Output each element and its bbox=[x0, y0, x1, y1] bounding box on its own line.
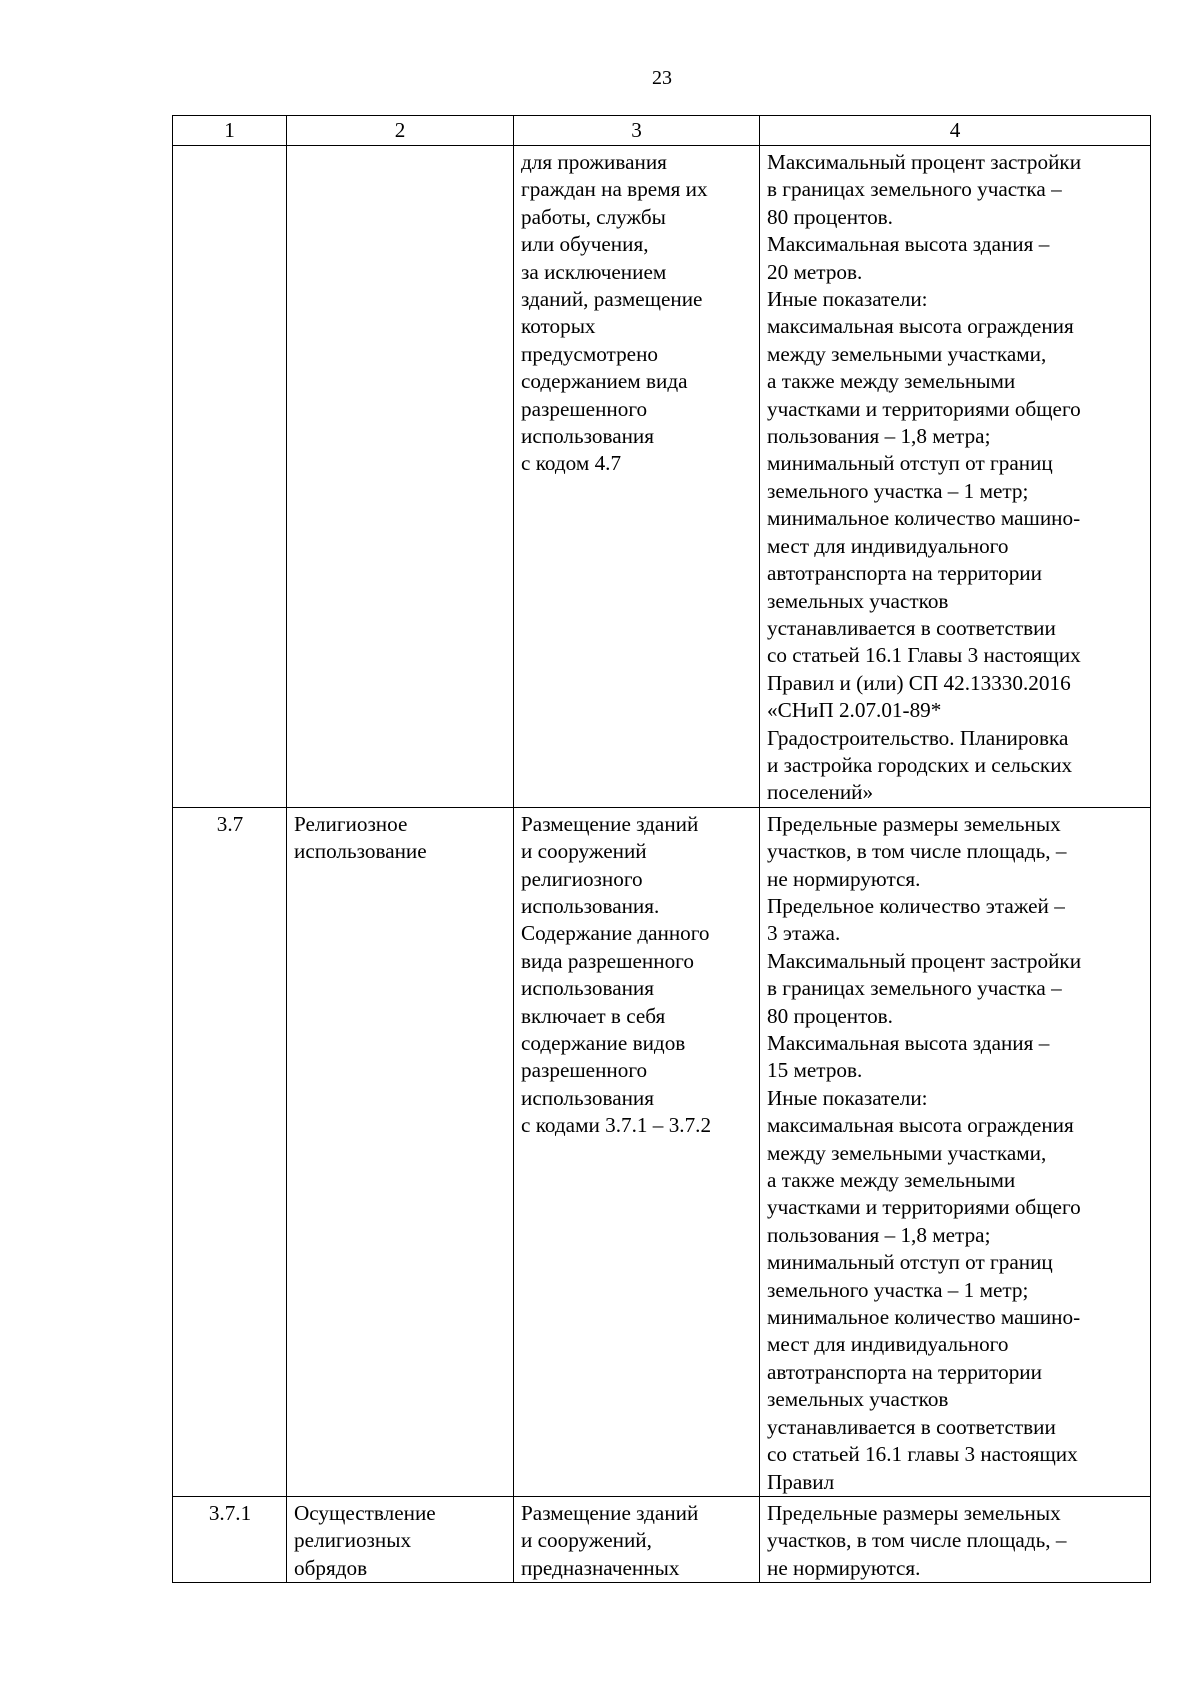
table-row bbox=[173, 807, 1151, 1496]
text-line: за исключением bbox=[521, 259, 667, 284]
text-line: использования. bbox=[521, 893, 660, 918]
text-line: граждан на время их bbox=[521, 177, 708, 202]
text-line: Иные показатели: bbox=[767, 287, 928, 312]
text-line: между земельными участками, bbox=[767, 341, 1047, 366]
text-line: обрядов bbox=[294, 1555, 368, 1580]
text-line: для проживания bbox=[521, 150, 667, 174]
text-line: «СНиП 2.07.01-89* bbox=[767, 698, 942, 723]
text-line: мест для индивидуального bbox=[767, 533, 1009, 558]
text-line: 3 этажа. bbox=[767, 921, 841, 946]
header-cell-2: 2 bbox=[287, 116, 514, 146]
text-line: работы, службы bbox=[521, 204, 666, 229]
text-line: минимальное количество машино- bbox=[767, 506, 1081, 531]
text-line: 80 процентов. bbox=[767, 1003, 893, 1028]
text-line: разрешенного bbox=[521, 396, 648, 421]
text-line: мест для индивидуального bbox=[767, 1332, 1009, 1357]
text-line: автотранспорта на территории bbox=[767, 561, 1042, 586]
text-line: религиозных bbox=[294, 1528, 412, 1553]
text-line: 15 метров. bbox=[767, 1058, 863, 1083]
text-line: максимальная высота ограждения bbox=[767, 1113, 1074, 1138]
text-line: 80 процентов. bbox=[767, 204, 893, 229]
text-line: Предельные размеры земельных bbox=[767, 1500, 1061, 1525]
table-row bbox=[173, 1496, 1151, 1582]
text-line: а также между земельными bbox=[767, 369, 1016, 394]
text-line: Максимальный процент застройки bbox=[767, 948, 1082, 973]
text-line: земельных участков bbox=[767, 1387, 949, 1412]
page-number: 23 bbox=[652, 67, 672, 89]
text-line: или обучения, bbox=[521, 232, 649, 257]
text-line: предназначенных bbox=[521, 1555, 680, 1580]
text-line: участков, в том числе площадь, – bbox=[767, 839, 1067, 864]
text-line: Правил bbox=[767, 1469, 835, 1494]
description-cell bbox=[514, 807, 760, 1496]
text-line: не нормируются. bbox=[767, 866, 921, 891]
text-line: участков, в том числе площадь, – bbox=[767, 1528, 1067, 1553]
parameters-cell bbox=[760, 146, 1151, 808]
name-cell bbox=[287, 1496, 514, 1582]
text-line: 20 метров. bbox=[767, 259, 863, 284]
description-cell bbox=[514, 1496, 760, 1582]
text-line: которых bbox=[521, 314, 596, 339]
text-line: земельных участков bbox=[767, 588, 949, 613]
text-line: использование bbox=[294, 839, 427, 864]
parameters-cell bbox=[760, 807, 1151, 1496]
code-cell bbox=[173, 1496, 287, 1582]
text-line: Предельное количество этажей – bbox=[767, 893, 1065, 918]
text-line: устанавливается в соответствии bbox=[767, 615, 1056, 640]
header-row bbox=[173, 116, 1151, 146]
code-cell bbox=[173, 807, 287, 1496]
text-line: участками и территориями общего bbox=[767, 396, 1081, 421]
text-line: в границах земельного участка – bbox=[767, 976, 1062, 1001]
code-text: 3.7.1 bbox=[208, 1500, 252, 1525]
text-line: и застройка городских и сельских bbox=[767, 752, 1073, 777]
name-cell bbox=[287, 146, 514, 808]
text-line: участками и территориями общего bbox=[767, 1195, 1081, 1220]
text-line: со статьей 16.1 главы 3 настоящих bbox=[767, 1442, 1078, 1467]
text-line: земельного участка – 1 метр; bbox=[767, 1277, 1029, 1302]
header-cell-3: 3 bbox=[514, 116, 760, 146]
header-cell-4: 4 bbox=[760, 116, 1151, 146]
text-line: и сооружений, bbox=[521, 1528, 652, 1553]
text-line: вида разрешенного bbox=[521, 948, 694, 973]
text-line: между земельными участками, bbox=[767, 1140, 1047, 1165]
text-line: включает в себя bbox=[521, 1003, 666, 1028]
text-line: использования bbox=[521, 424, 655, 449]
text-line: Максимальный процент застройки bbox=[767, 150, 1082, 174]
text-line: Содержание данного bbox=[521, 921, 710, 946]
text-line: Осуществление bbox=[294, 1500, 436, 1525]
code-cell bbox=[173, 146, 287, 808]
text-line: и сооружений bbox=[521, 839, 647, 864]
text-line: использования bbox=[521, 1085, 655, 1110]
text-line: содержанием вида bbox=[521, 369, 688, 394]
text-line: содержание видов bbox=[521, 1031, 686, 1055]
name-cell bbox=[287, 807, 514, 1496]
text-line: а также между земельными bbox=[767, 1168, 1016, 1193]
text-line: не нормируются. bbox=[767, 1555, 921, 1580]
text-line: автотранспорта на территории bbox=[767, 1359, 1042, 1384]
text-line: Иные показатели: bbox=[767, 1085, 928, 1110]
header-cell-1: 1 bbox=[173, 116, 287, 146]
text-line: минимальный отступ от границ bbox=[767, 1250, 1053, 1275]
text-line: земельного участка – 1 метр; bbox=[767, 478, 1029, 503]
text-line: Размещение зданий bbox=[521, 1500, 699, 1525]
text-line: Градостроительство. Планировка bbox=[767, 725, 1069, 750]
text-line: с кодами 3.7.1 – 3.7.2 bbox=[521, 1113, 712, 1138]
text-line: разрешенного bbox=[521, 1058, 648, 1083]
text-line: Размещение зданий bbox=[521, 811, 699, 836]
text-line: религиозного bbox=[521, 866, 643, 891]
text-line: со статьей 16.1 Главы 3 настоящих bbox=[767, 643, 1081, 668]
text-line: минимальный отступ от границ bbox=[767, 451, 1053, 476]
text-line: Максимальная высота здания – bbox=[767, 1031, 1050, 1055]
text-line: пользования – 1,8 метра; bbox=[767, 1222, 991, 1247]
description-cell bbox=[514, 146, 760, 808]
text-line: Правил и (или) СП 42.13330.2016 bbox=[767, 670, 1071, 695]
parameters-cell bbox=[760, 1496, 1151, 1582]
text-line: предусмотрено bbox=[521, 341, 659, 366]
text-line: зданий, размещение bbox=[521, 287, 703, 312]
text-line: в границах земельного участка – bbox=[767, 177, 1062, 202]
text-line: Максимальная высота здания – bbox=[767, 232, 1050, 257]
code-text: 3.7 bbox=[216, 811, 244, 836]
zoning-table bbox=[172, 115, 1151, 1583]
text-line: с кодом 4.7 bbox=[521, 451, 622, 476]
text-line: минимальное количество машино- bbox=[767, 1305, 1081, 1330]
text-line: устанавливается в соответствии bbox=[767, 1414, 1056, 1439]
text-line: максимальная высота ограждения bbox=[767, 314, 1074, 339]
text-line: поселений» bbox=[767, 780, 874, 805]
table-row bbox=[173, 146, 1151, 808]
text-line: Религиозное bbox=[294, 811, 408, 836]
text-line: Предельные размеры земельных bbox=[767, 811, 1061, 836]
text-line: пользования – 1,8 метра; bbox=[767, 424, 991, 449]
text-line: использования bbox=[521, 976, 655, 1001]
